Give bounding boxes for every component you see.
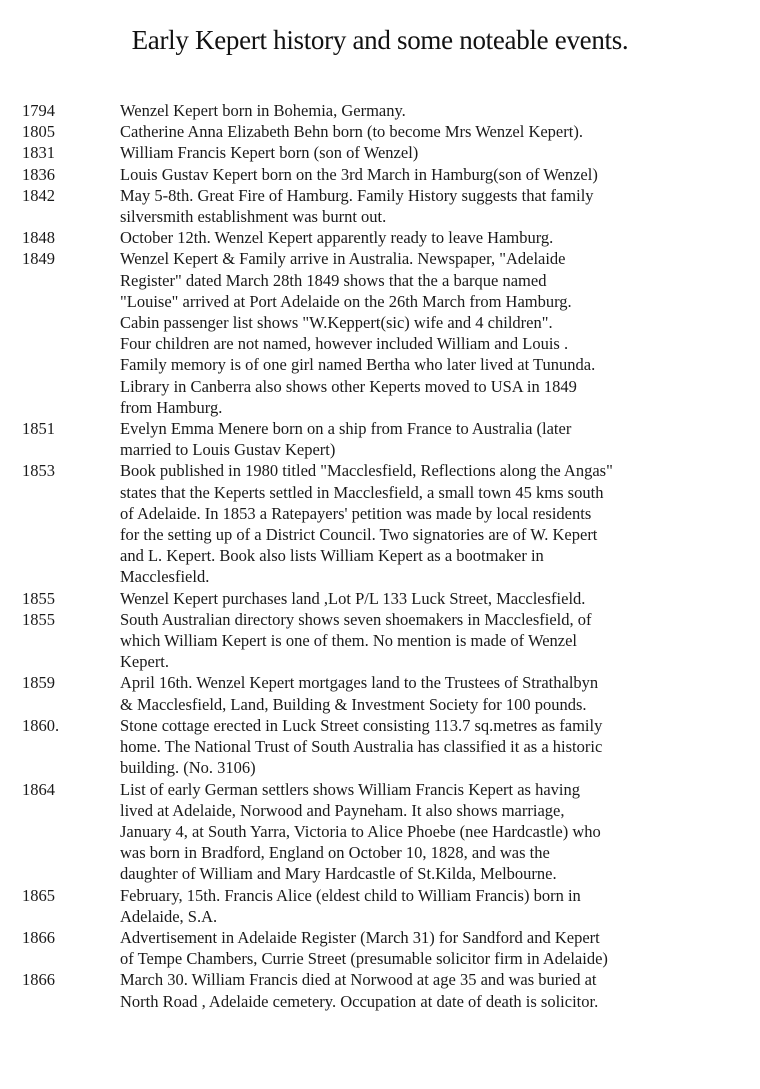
entry-year: 1866 <box>22 970 55 990</box>
entry-year: 1831 <box>22 143 55 163</box>
history-entry <box>0 418 760 460</box>
history-entry <box>0 715 760 779</box>
history-entry <box>0 185 760 227</box>
entry-year: 1794 <box>22 101 55 120</box>
entry-year: 1805 <box>22 122 55 142</box>
entry-text-line: lived at Adelaide, Norwood and Payneham. It also shows marriage, <box>120 800 565 820</box>
entry-text-line: South Australian directory shows seven shoemakers in Macclesfield, of <box>120 609 592 629</box>
entry-text-line: Library in Canberra also shows other Keperts moved to USA in 1849 <box>120 376 577 396</box>
entry-text-line: Wenzel Kepert purchases land ,Lot P/L 133 Luck Street, Macclesfield. <box>120 588 586 608</box>
entry-text-line: Cabin passenger list shows "W.Keppert(sic) wife and 4 children". <box>120 313 553 333</box>
entry-text <box>120 100 730 121</box>
entry-text-line: Wenzel Kepert & Family arrive in Australia. Newspaper, "Adelaide <box>120 249 566 269</box>
history-entry <box>0 100 760 121</box>
history-entry <box>0 672 760 714</box>
entry-text-line: of Adelaide. In 1853 a Ratepayers' petition was made by local residents <box>120 503 592 523</box>
entry-text-line: Louis Gustav Kepert born on the 3rd March in Hamburg(son of Wenzel) <box>120 164 598 184</box>
entry-text-line: Register" dated March 28th 1849 shows that the a barque named <box>120 270 547 290</box>
entry-text <box>120 969 730 1011</box>
history-entry <box>0 779 760 885</box>
entry-text-line: Macclesfield. <box>120 567 210 587</box>
entry-year: 1851 <box>22 419 55 439</box>
entry-text-line: "Louise" arrived at Port Adelaide on the 26th March from Hamburg. <box>120 291 572 311</box>
history-entry <box>0 609 760 673</box>
entry-text-line: states that the Keperts settled in Macclesfield, a small town 45 kms south <box>120 482 604 502</box>
entry-text-line: & Macclesfield, Land, Building & Investment Society for 100 pounds. <box>120 694 587 714</box>
entry-text <box>120 142 730 163</box>
entry-text <box>120 121 730 142</box>
entry-text <box>120 927 730 969</box>
entry-year: 1849 <box>22 249 55 269</box>
entry-year: 1855 <box>22 609 55 629</box>
entry-year: 1853 <box>22 461 55 481</box>
entry-year: 1860. <box>22 715 60 735</box>
entry-text <box>120 672 730 714</box>
entry-text-line: and L. Kepert. Book also lists William Kepert as a bootmaker in <box>120 546 544 566</box>
entry-text-line: was born in Bradford, England on October 10, 1828, and was the <box>120 843 550 863</box>
entry-text-line: Stone cottage erected in Luck Street consisting 113.7 sq.metres as family <box>120 715 603 735</box>
entry-text <box>120 779 730 885</box>
entry-text-line: married to Louis Gustav Kepert) <box>120 440 336 460</box>
entry-text-line: Family memory is of one girl named Bertha who later lived at Tununda. <box>120 355 596 375</box>
entry-text <box>120 460 730 587</box>
entry-text-line: January 4, at South Yarra, Victoria to Alice Phoebe (nee Hardcastle) who <box>120 821 601 841</box>
entry-text-line: Catherine Anna Elizabeth Behn born (to become Mrs Wenzel Kepert). <box>120 122 583 142</box>
history-entry <box>0 248 760 418</box>
entry-year: 1848 <box>22 228 55 248</box>
entry-text-line: April 16th. Wenzel Kepert mortgages land to the Trustees of Strathalbyn <box>120 673 599 693</box>
history-entry <box>0 927 760 969</box>
entry-text-line: which William Kepert is one of them. No mention is made of Wenzel <box>120 631 577 651</box>
entry-text-line: Book published in 1980 titled "Macclesfield, Reflections along the Angas" <box>120 461 613 481</box>
entry-text-line: home. The National Trust of South Australia has classified it as a historic <box>120 737 603 757</box>
entry-text-line: Four children are not named, however included William and Louis . <box>120 334 569 354</box>
entry-text-line: March 30. William Francis died at Norwood at age 35 and was buried at <box>120 970 597 990</box>
history-entry <box>0 164 760 185</box>
entry-text <box>120 164 730 185</box>
entry-text <box>120 418 730 460</box>
entry-text <box>120 588 730 609</box>
entry-text-line: October 12th. Wenzel Kepert apparently ready to leave Hamburg. <box>120 228 554 248</box>
entry-text-line: May 5-8th. Great Fire of Hamburg. Family History suggests that family <box>120 185 594 205</box>
entry-text-line: from Hamburg. <box>120 397 223 417</box>
entry-text-line: daughter of William and Mary Hardcastle of St.Kilda, Melbourne. <box>120 864 557 884</box>
entry-text <box>120 227 730 248</box>
entry-year: 1855 <box>22 588 55 608</box>
entry-text-line: Evelyn Emma Menere born on a ship from France to Australia (later <box>120 419 572 439</box>
history-entry <box>0 460 760 587</box>
entry-year: 1859 <box>22 673 55 693</box>
entry-text <box>120 185 730 227</box>
entry-text-line: Adelaide, S.A. <box>120 906 218 926</box>
entry-text <box>120 248 730 418</box>
entry-text-line: of Tempe Chambers, Currie Street (presumable solicitor firm in Adelaide) <box>120 949 608 969</box>
history-entry <box>0 885 760 927</box>
entry-text-line: for the setting up of a District Council. Two signatories are of W. Kepert <box>120 525 598 545</box>
entry-text-line: February, 15th. Francis Alice (eldest child to William Francis) born in <box>120 885 581 905</box>
entry-text <box>120 609 730 673</box>
entry-text-line: silversmith establishment was burnt out. <box>120 207 387 227</box>
entry-year: 1865 <box>22 885 55 905</box>
history-entries <box>0 100 760 1012</box>
entry-text <box>120 885 730 927</box>
entry-text-line: North Road , Adelaide cemetery. Occupation at date of death is solicitor. <box>120 991 599 1011</box>
history-entry <box>0 227 760 248</box>
history-entry <box>0 121 760 142</box>
entry-text-line: Kepert. <box>120 652 170 672</box>
entry-year: 1864 <box>22 779 55 799</box>
entry-text-line: William Francis Kepert born (son of Wenzel) <box>120 143 419 163</box>
history-entry <box>0 969 760 1011</box>
entry-year: 1866 <box>22 927 55 947</box>
entry-text-line: List of early German settlers shows William Francis Kepert as having <box>120 779 581 799</box>
entry-text <box>120 715 730 779</box>
entry-year: 1836 <box>22 164 55 184</box>
entry-text-line: Wenzel Kepert born in Bohemia, Germany. <box>120 101 406 120</box>
entry-text-line: building. (No. 3106) <box>120 758 256 778</box>
entry-year: 1842 <box>22 185 55 205</box>
history-entry <box>0 588 760 609</box>
page-title: Early Kepert history and some noteable events. <box>131 25 629 55</box>
history-entry <box>0 142 760 163</box>
entry-text-line: Advertisement in Adelaide Register (March 31) for Sandford and Kepert <box>120 927 600 947</box>
